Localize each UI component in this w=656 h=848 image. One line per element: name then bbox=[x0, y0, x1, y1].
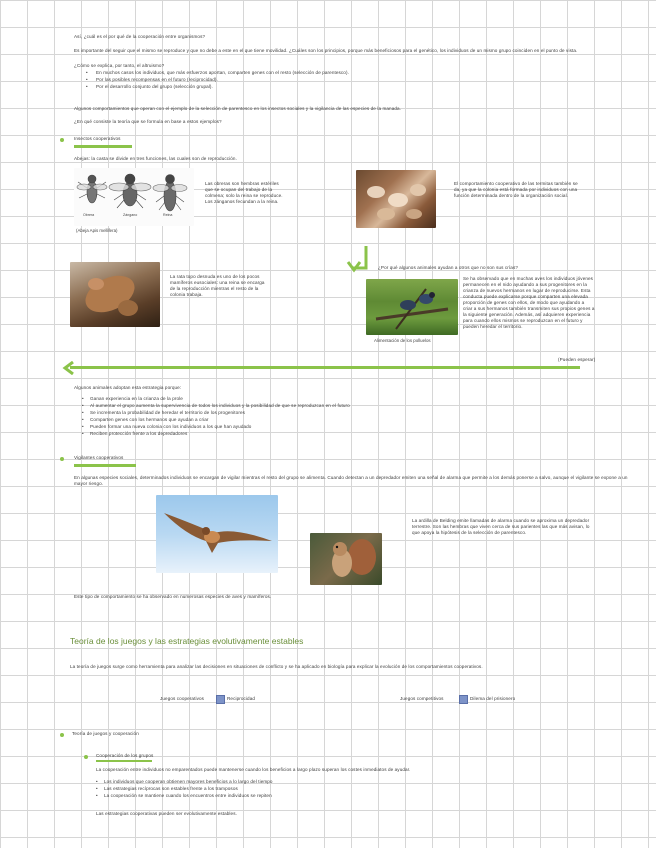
strategy-item-1: Ganan experiencia en la crianza de la prole bbox=[90, 396, 183, 401]
sentinels-paragraph: En algunas especies sociales, determinados individuos se encargan de vigilar mientras el resto del grupo se alimenta. Cuando detectan a un depredador emiten una señal de alarma que permite a los demás ponerse a salvo, aunque el vigilante se expone a un mayor riesgo. bbox=[74, 475, 628, 486]
bees-caption: (Abeja Apis mellifera) bbox=[76, 228, 118, 233]
strategy-item-5: Pueden formar una nueva colonia con los individuos a los que han ayudado bbox=[90, 424, 252, 429]
sub-bullet-dot: • bbox=[96, 779, 98, 784]
intro-bullet-dot: • bbox=[86, 84, 88, 89]
section-title-sentinels: Vigilantes cooperativos bbox=[74, 455, 124, 460]
subsection-underline bbox=[96, 760, 152, 762]
section-bullet bbox=[60, 138, 64, 142]
termites-text: El comportamiento cooperativo de las termitas también se da, ya que la colonia está formada por individuos con una función determinada dentro de la organización social. bbox=[454, 181, 578, 198]
section-bullet bbox=[60, 457, 64, 461]
link-icon bbox=[216, 695, 225, 704]
game-reciprocity-label: Reciprocidad bbox=[227, 696, 256, 701]
section-underline bbox=[74, 464, 136, 467]
strategy-bullet-dot: • bbox=[82, 403, 84, 408]
theory-bullet: Teoría de juegos y cooperación bbox=[72, 731, 139, 736]
bee-label-queen: Reina bbox=[163, 213, 173, 217]
falcon-drawing bbox=[156, 495, 278, 573]
bees-text: Las obreras son hembras estériles que se ocupan del trabajo de la colmena; solo la reina se reproduce. Los zánganos fecundan a la reina. bbox=[205, 181, 283, 204]
squirrel-text: La ardilla de Belding emite llamadas de alarma cuando se aproxima un depredador terrestre. Son las hembras que viven cerca de sus parientes las que más avisan, lo que apoya la hipótesis de la selección de parentesco. bbox=[412, 518, 590, 535]
birds-photo bbox=[366, 279, 458, 335]
strategy-item-6: Reciben protección frente a los depredadores bbox=[90, 431, 188, 436]
intro-bullet-2: Por las posibles recompensas en el futuro (reciprocidad). bbox=[96, 77, 218, 82]
divider-arrow-line bbox=[70, 366, 580, 369]
mole-rat-text: La rata topo desnuda es uno de los pocos mamíferos eusociales: una reina se encarga de la reproducción mientras el resto de la colonia trabaja. bbox=[170, 274, 265, 297]
strategy-item-3: Se incrementa la probabilidad de heredar el territorio de los progenitores bbox=[90, 410, 245, 415]
left-arrow-icon bbox=[62, 361, 76, 375]
birds-drawing bbox=[366, 279, 458, 335]
intro-paragraph: Es importante del seguir que el mismo se reproduce y que no debe a este en el que tiene movilidad. ¿Cuáles son los principios, porque más beneficiosos para el genético, los individuos de un mismo grupo coinciden en el punto de vista. bbox=[74, 48, 578, 53]
sub-bullet-dot: • bbox=[96, 793, 98, 798]
squirrel-photo bbox=[310, 533, 382, 585]
subsection-title: Cooperación de los grupos bbox=[96, 753, 154, 758]
theory-paragraph: La teoría de juegos surge como herramienta para analizar las decisiones en situaciones de conflicto y se ha aplicado en biología para explicar la evolución de los comportamientos cooperativos. bbox=[70, 664, 483, 669]
strategy-bullet-dot: • bbox=[82, 417, 84, 422]
helpers-tag: (Pueden esperar) bbox=[558, 357, 596, 362]
bees-illustration bbox=[74, 168, 194, 226]
subsection-bullet bbox=[84, 755, 88, 759]
theory-title: Teoría de los juegos y las estrategias evolutivamente estables bbox=[70, 636, 304, 646]
strategy-intro: Algunos animales adoptan esta estrategia porque: bbox=[74, 385, 182, 390]
strategy-bullet-dot: • bbox=[82, 396, 84, 401]
intro-bullet-1: En muchos casos los individuos, que más esfuerzos aportan, comparten genes con el resto (selección de parentesco). bbox=[96, 70, 349, 75]
game-prisoner-label: Dilema del prisionero bbox=[470, 696, 516, 701]
subsection-paragraph: La cooperación entre individuos no emparentados puede mantenerse cuando los beneficios a largo plazo superan los costes inmediatos de ayudar. bbox=[96, 767, 411, 772]
section-bullet bbox=[60, 733, 64, 737]
intro-bullet-dot: • bbox=[86, 77, 88, 82]
section-underline bbox=[74, 145, 132, 148]
game-cooperative-label: Juegos cooperativos bbox=[160, 696, 205, 701]
strategy-item-4: Comparten genes con los hermanos que ayudan a criar bbox=[90, 417, 209, 422]
sub-bullet-dot: • bbox=[96, 786, 98, 791]
paragraph-2: Algunos comportamientos que operan con el ejemplo de la selección de parentesco en los insectos sociales y la vigilancia de las especies de la manada. bbox=[74, 106, 402, 111]
intro-bullet-dot: • bbox=[86, 70, 88, 75]
strategy-bullet-dot: • bbox=[82, 431, 84, 436]
down-arrow-icon bbox=[346, 244, 372, 274]
bees-intro: Abejas: la casta se divide en tres funciones, las cuales son de reproducción. bbox=[74, 156, 237, 161]
link-icon bbox=[459, 695, 468, 704]
intro-question: ¿Cómo se explica, por tanto, el altruismo? bbox=[74, 63, 165, 68]
mole-rat-drawing bbox=[70, 262, 160, 327]
bee-label-drone: Zángano bbox=[123, 213, 138, 217]
falcon-photo bbox=[156, 495, 278, 573]
theory-footer: Las estrategias cooperativas pueden ser evolutivamente estables. bbox=[96, 811, 237, 816]
question-2: ¿Por qué algunos animales ayudan a otros que no son sus crías? bbox=[378, 265, 519, 270]
intro-bullet-3: Por el desarrollo conjunto del grupo (selección grupal). bbox=[96, 84, 213, 89]
sub-item-2: Las estrategias recíprocas son estables frente a los tramposos bbox=[104, 786, 238, 791]
mole-rat-photo bbox=[70, 262, 160, 327]
paragraph-2-question: ¿En qué consiste la teoría que se formula en base a estos ejemplos? bbox=[74, 119, 222, 124]
section-title-insects: Insectos cooperativos bbox=[74, 136, 121, 141]
strategy-bullet-dot: • bbox=[82, 410, 84, 415]
squirrel-drawing bbox=[310, 533, 382, 585]
termites-drawing bbox=[356, 170, 436, 228]
strategy-bullet-dot: • bbox=[82, 424, 84, 429]
bee-label-worker: Obrera bbox=[83, 213, 95, 217]
game-competitive-label: Juegos competitivos bbox=[400, 696, 444, 701]
helpers-text: Se ha observado que en muchas aves los individuos jóvenes permanecen en el nido ayudando a sus progenitores en la crianza de nuevos hermanos en lugar de reproducirse. Esta conducta puede explicarse porque comparten una elevada proporción de genes con ellos, de modo que ayudando a criar a sus hermanos también transmiten sus propios genes a la siguiente generación. Además, así adquieren experiencia para cuando ellos mismos se reproduzcan en el futuro y pueden heredar el territorio. bbox=[463, 276, 595, 329]
termites-photo bbox=[356, 170, 436, 228]
intro-heading: Así, ¿cuál es el por qué de la cooperación entre organismos? bbox=[74, 34, 206, 39]
sentinels-note: Este tipo de comportamiento se ha observado en numerosas especies de aves y mamíferos. bbox=[74, 594, 272, 599]
sub-item-1: Los individuos que cooperan obtienen mayores beneficios a lo largo del tiempo bbox=[104, 779, 273, 784]
sub-item-3: La cooperación se mantiene cuando los encuentros entre individuos se repiten bbox=[104, 793, 272, 798]
birds-caption: Alimentación de los polluelos bbox=[374, 338, 431, 343]
strategy-item-2: Al aumentar el grupo aumenta la supervivencia de todos los individuos y la posibilidad de que se reproduzcan en el futuro bbox=[90, 403, 350, 408]
